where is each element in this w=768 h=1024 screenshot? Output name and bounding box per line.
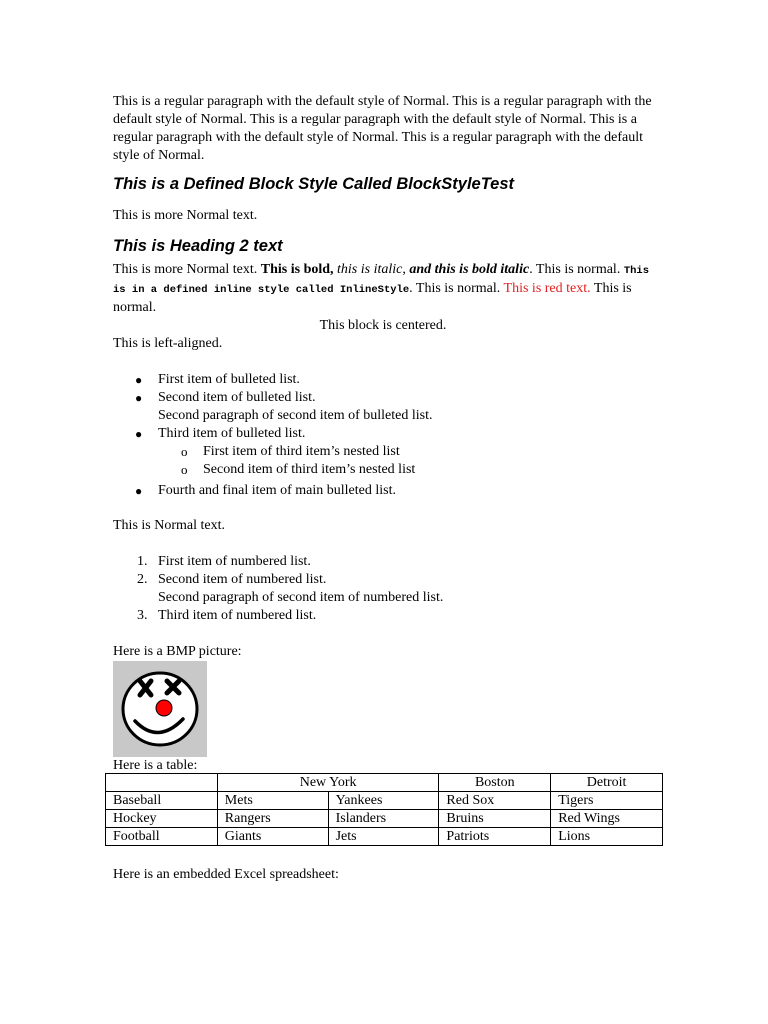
- bmp-picture: [113, 661, 207, 757]
- header-cell: [106, 774, 218, 792]
- header-cell-detroit: Detroit: [551, 774, 663, 792]
- list-item: [113, 389, 653, 425]
- table-cell: Jets: [328, 828, 439, 846]
- bold-run: This is bold,: [260, 262, 334, 277]
- item-number: 1.: [137, 554, 148, 569]
- document-page: [113, 93, 653, 775]
- nested-list-item: [158, 443, 653, 461]
- list-item: [113, 482, 653, 500]
- list-item: [113, 371, 653, 389]
- table-cell: Hockey: [106, 810, 218, 828]
- bullet-icon: ●: [135, 373, 143, 387]
- numbered-item-text: Third item of numbered list.: [158, 608, 317, 623]
- nested-list: [158, 443, 653, 479]
- table-cell: Mets: [217, 792, 328, 810]
- numbered-item-second-paragraph: Second paragraph of second item of numbered list.: [158, 590, 444, 605]
- table-cell: Tigers: [551, 792, 663, 810]
- list-item-text: Second item of bulleted list.: [158, 390, 316, 405]
- table-row: [106, 792, 663, 810]
- numbered-item-text: Second item of numbered list.: [158, 572, 327, 587]
- list-item-text: Third item of bulleted list.: [158, 426, 306, 441]
- table-cell: Patriots: [439, 828, 551, 846]
- list-item-text: Fourth and final item of main bulleted list.: [158, 483, 396, 498]
- list-item-second-paragraph: Second paragraph of second item of bulleted list.: [158, 408, 433, 423]
- mixed-style-paragraph: [113, 261, 653, 317]
- hollow-bullet-icon: o: [181, 444, 188, 459]
- excel-label: Here is an embedded Excel spreadsheet:: [113, 867, 339, 882]
- table-cell: Red Wings: [551, 810, 663, 828]
- normal-run-2: . This is normal.: [529, 262, 624, 277]
- centered-block: This block is centered.: [319, 318, 447, 333]
- comma-run: ,: [402, 262, 406, 277]
- header-cell-new-york: New York: [217, 774, 439, 792]
- hollow-bullet-icon: o: [181, 462, 188, 477]
- table-row: [106, 810, 663, 828]
- bullet-icon: ●: [135, 484, 143, 498]
- list-item: [113, 425, 653, 479]
- numbered-item: [113, 553, 653, 571]
- numbered-item: [113, 571, 653, 607]
- table-cell: Rangers: [217, 810, 328, 828]
- inline-style-run: This is in a defined inline style called InlineStyle: [113, 265, 650, 296]
- bullet-icon: ●: [135, 427, 143, 441]
- left-aligned-block: This is left-aligned.: [113, 336, 223, 351]
- normal-text: This is Normal text.: [113, 518, 225, 533]
- table-cell: Yankees: [328, 792, 439, 810]
- nested-item-text: First item of third item’s nested list: [203, 444, 400, 459]
- normal-run: This is more Normal text.: [113, 262, 261, 277]
- list-item-text: First item of bulleted list.: [158, 372, 300, 387]
- bmp-label: Here is a BMP picture:: [113, 644, 242, 659]
- normal-run-4: This is normal.: [113, 281, 632, 315]
- bullet-icon: ●: [135, 391, 143, 405]
- bulleted-list: [113, 371, 653, 500]
- nested-item-text: Second item of third item’s nested list: [203, 462, 416, 477]
- item-number: 2.: [137, 572, 148, 587]
- intro-paragraph: This is a regular paragraph with the default style of Normal. This is a regular paragraph with the default style of Normal. This is a regular paragraph with the default style of Normal. This is a regular paragraph with the default style of Normal. This is a regular paragraph with the default style of Normal.: [113, 94, 652, 163]
- table-cell: Bruins: [439, 810, 551, 828]
- normal-run-3: . This is normal.: [409, 281, 504, 296]
- more-normal-text: This is more Normal text.: [113, 208, 258, 223]
- header-cell-boston: Boston: [439, 774, 551, 792]
- block-style-heading: This is a Defined Block Style Called BlockStyleTest: [113, 175, 515, 193]
- table-cell: Football: [106, 828, 218, 846]
- table-cell: Islanders: [328, 810, 439, 828]
- bold-italic-run: and this is bold italic: [405, 262, 530, 277]
- clown-face-icon: [113, 661, 207, 757]
- table-cell: Lions: [551, 828, 663, 846]
- table-label: Here is a table:: [113, 758, 198, 773]
- table-cell: Giants: [217, 828, 328, 846]
- table-header-row: [106, 774, 663, 792]
- table-row: [106, 828, 663, 846]
- red-text-run: This is red text.: [503, 281, 591, 296]
- italic-run: this is italic: [333, 262, 403, 277]
- nested-list-item: [158, 461, 653, 479]
- heading-2: This is Heading 2 text: [113, 237, 283, 255]
- table-cell: Red Sox: [439, 792, 551, 810]
- numbered-item-text: First item of numbered list.: [158, 554, 311, 569]
- sports-table: [105, 773, 663, 846]
- table-cell: Baseball: [106, 792, 218, 810]
- numbered-list: [113, 553, 653, 625]
- item-number: 3.: [137, 608, 148, 623]
- numbered-item: [113, 607, 653, 625]
